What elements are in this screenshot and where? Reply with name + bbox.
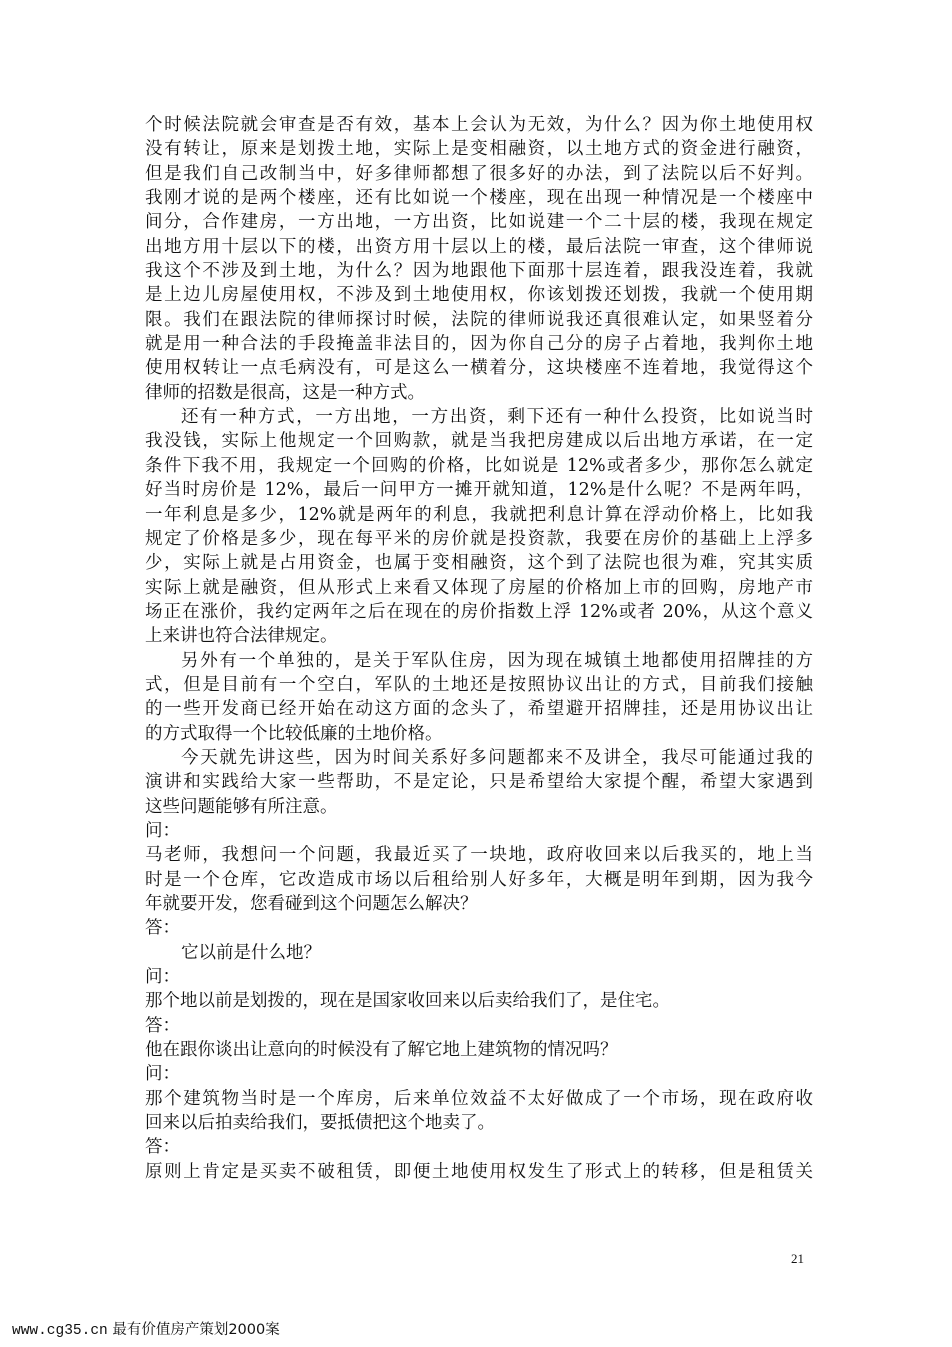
text-line: 另外有一个单独的，是关于军队住房，因为现在城镇土地都使用招牌挂的方 (181, 650, 813, 671)
text-line: 今天就先讲这些，因为时间关系好多问题都来不及讲全，我尽可能通过我的 (181, 747, 813, 768)
footer-tagline: 最有价值房产策划2000案 (112, 1322, 280, 1338)
text-line: 那个建筑物当时是一个库房，后来单位效益不太好做成了一个市场，现在政府收 (145, 1088, 813, 1109)
page-number: 21 (791, 1251, 804, 1266)
body-text (145, 113, 813, 1184)
text-line: 但是我们自己改制当中，好多律师都想了很多好的办法，到了法院以后不好判。 (145, 163, 813, 184)
text-line: 答： (145, 1137, 180, 1158)
footer-url[interactable]: www.cg35.cn (12, 1323, 108, 1339)
text-line: 演讲和实践给大家一些帮助，不是定论，只是希望给大家提个醒，希望大家遇到 (145, 772, 813, 793)
text-line: 式，但是目前有一个空白，军队的土地还是按照协议出让的方式，目前我们接触 (145, 674, 813, 695)
text-line: 答： (145, 918, 180, 939)
text-line: 间分，合作建房，一方出地，一方出资，比如说建一个二十层的楼，我现在规定 (145, 212, 813, 233)
text-line: 实际上就是融资，但从形式上来看又体现了房屋的价格加上市的回购，房地产市 (145, 577, 813, 598)
text-line: 回来以后拍卖给我们，要抵债把这个地卖了。 (145, 1113, 495, 1134)
text-line: 问： (145, 1064, 180, 1085)
text-line: 律师的招数是很高，这是一种方式。 (145, 382, 425, 403)
text-line: 时是一个仓库，它改造成市场以后租给别人好多年，大概是明年到期，因为我今 (145, 869, 813, 890)
text-line: 它以前是什么地？ (181, 942, 321, 963)
text-line: 场正在涨价，我约定两年之后在现在的房价指数上浮 12%或者 20%，从这个意义 (145, 601, 813, 622)
text-line: 好当时房价是 12%，最后一问甲方一摊开就知道，12%是什么呢？不是两年吗， (145, 480, 813, 501)
text-line: 规定了价格是多少，现在每平米的房价就是投资款，我要在房价的基础上上浮多 (145, 528, 813, 549)
text-line: 是上边儿房屋使用权，不涉及到土地使用权，你该划拨还划拨，我就一个使用期 (145, 285, 813, 306)
text-line: 我刚才说的是两个楼座，还有比如说一个楼座，现在出现一种情况是一个楼座中 (145, 188, 813, 209)
text-line: 还有一种方式，一方出地，一方出资，剩下还有一种什么投资，比如说当时 (181, 407, 813, 428)
text-line: 答： (145, 1015, 180, 1036)
text-line: 的方式取得一个比较低廉的土地价格。 (145, 723, 443, 744)
text-line: 原则上肯定是买卖不破租赁，即便土地使用权发生了形式上的转移，但是租赁关 (145, 1161, 813, 1182)
text-line: 问： (145, 967, 180, 988)
text-line: 这些问题能够有所注意。 (145, 796, 338, 817)
text-line: 马老师，我想问一个问题，我最近买了一块地，政府收回来以后我买的，地上当 (145, 845, 813, 866)
text-line: 限。我们在跟法院的律师探讨时候，法院的律师说我还真很难认定，如果竖着分 (145, 309, 813, 330)
text-line: 使用权转让一点毛病没有，可是这么一横着分，这块楼座不连着地，我觉得这个 (145, 358, 813, 379)
text-line: 上来讲也符合法律规定。 (145, 626, 338, 647)
text-line: 他在跟你谈出让意向的时候没有了解它地上建筑物的情况吗？ (145, 1040, 618, 1061)
text-line: 出地方用十层以下的楼，出资方用十层以上的楼，最后法院一审查，这个律师说 (145, 236, 813, 257)
text-line: 我这个不涉及到土地，为什么？因为地跟他下面那十层连着，跟我没连着，我就 (145, 261, 813, 282)
text-line: 问： (145, 820, 180, 841)
text-line: 没有转让，原来是划拨土地，实际上是变相融资，以土地方式的资金进行融资， (145, 139, 813, 160)
text-line: 就是用一种合法的手段掩盖非法目的，因为你自己分的房子占着地，我判你土地 (145, 334, 813, 355)
text-line: 少，实际上就是占用资金，也属于变相融资，这个到了法院也很为难，究其实质 (145, 553, 813, 574)
text-line: 年就要开发，您看碰到这个问题怎么解决？ (145, 894, 478, 914)
text-line: 的一些开发商已经开始在动这方面的念头了，希望避开招牌挂，还是用协议出让 (145, 699, 813, 720)
text-line: 条件下我不用，我规定一个回购的价格，比如说是 12%或者多少，那你怎么就定 (145, 455, 813, 476)
text-line: 我没钱，实际上他规定一个回购款，就是当我把房建成以后出地方承诺，在一定 (145, 431, 813, 452)
footer (12, 1318, 280, 1339)
text-line: 那个地以前是划拨的，现在是国家收回来以后卖给我们了，是住宅。 (145, 991, 670, 1012)
text-line: 个时候法院就会审查是否有效，基本上会认为无效，为什么？因为你土地使用权 (145, 115, 813, 135)
text-line: 一年利息是多少，12%就是两年的利息，我就把利息计算在浮动价格上，比如我 (145, 504, 813, 525)
